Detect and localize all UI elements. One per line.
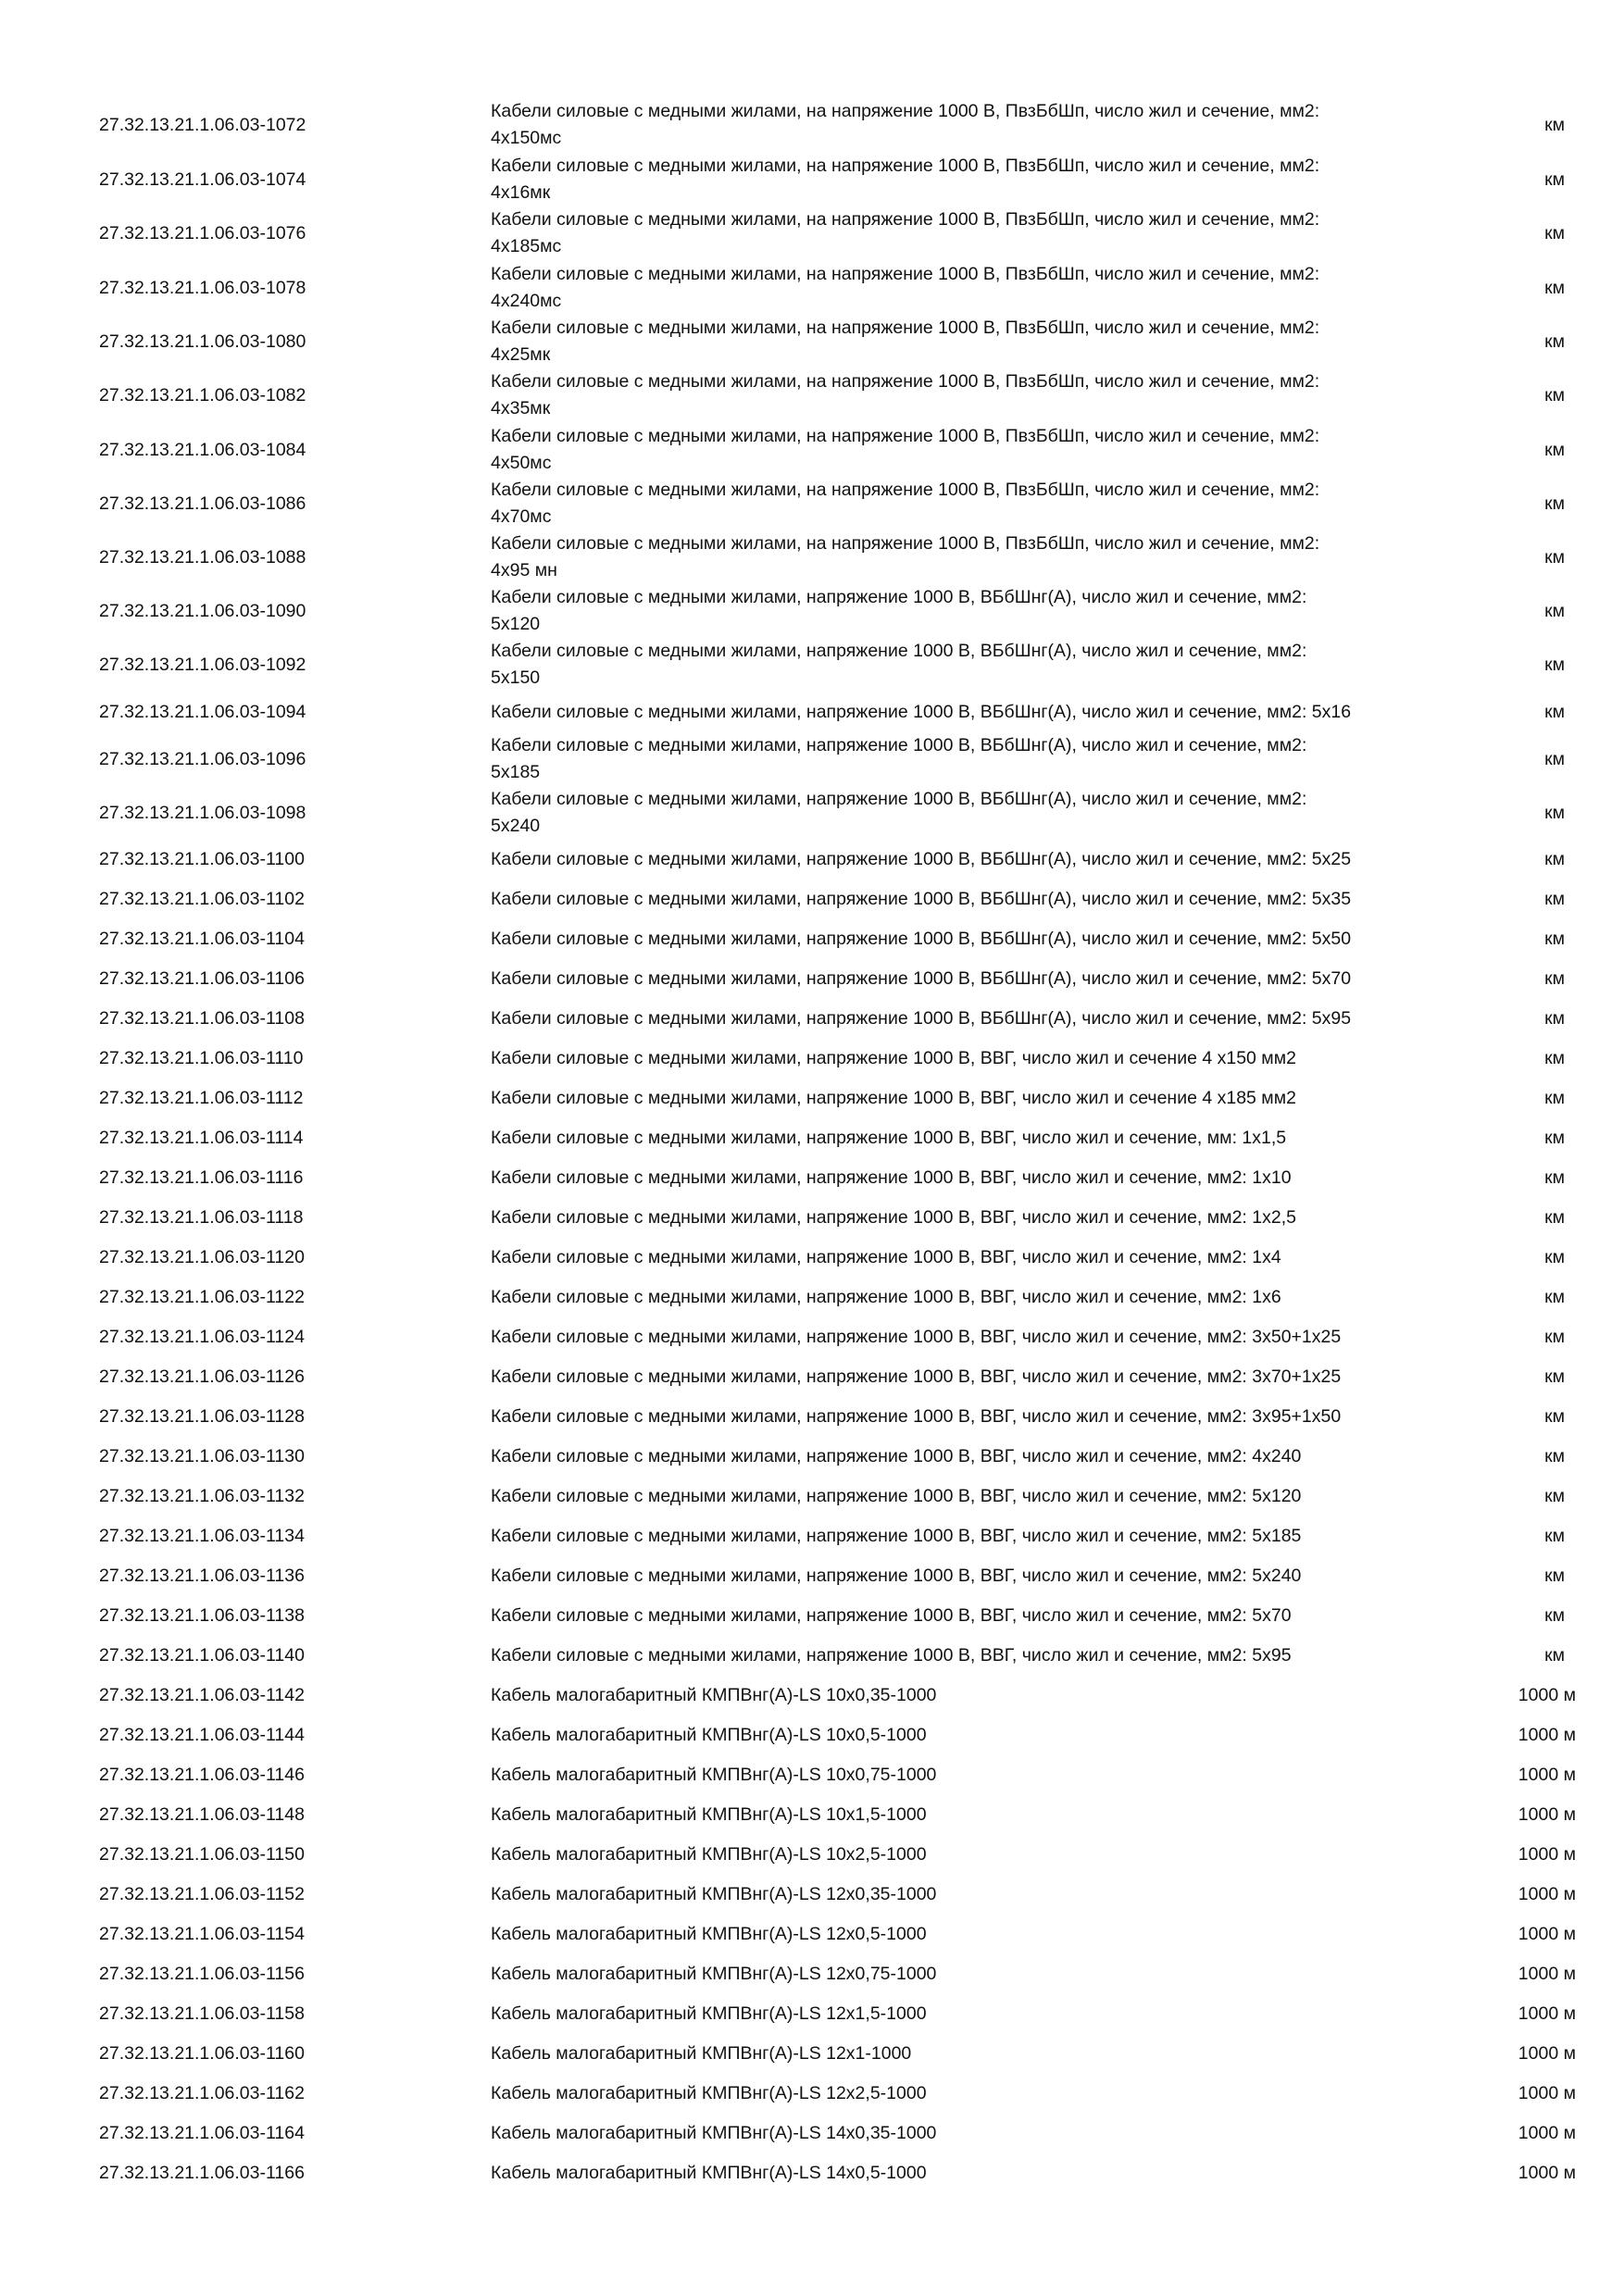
table-row [0, 584, 1624, 638]
row-name: Кабели силовые с медными жилами, напряжение 1000 В, ВВГ, число жил и сечение, мм2: 5х240 [491, 1565, 1302, 1586]
row-unit: км [1544, 1047, 1565, 1068]
table-row [0, 699, 1624, 726]
table-row [0, 206, 1624, 260]
row-code: 27.32.13.21.1.06.03-1110 [99, 1047, 304, 1068]
row-code: 27.32.13.21.1.06.03-1114 [99, 1127, 304, 1148]
table-row [0, 926, 1624, 953]
row-unit: 1000 м [1518, 1764, 1576, 1785]
row-unit: км [1544, 1525, 1565, 1546]
row-name: Кабели силовые с медными жилами, напряжение 1000 В, ВВГ, число жил и сечение, мм2: 5х185 [491, 1525, 1302, 1546]
row-name: Кабели силовые с медными жилами, на напряжение 1000 В, ПвзБбШп, число жил и сечение, мм2: 4х25мк [491, 318, 1320, 365]
row-code: 27.32.13.21.1.06.03-1090 [99, 600, 306, 621]
row-name: Кабель малогабаритный КМПВнг(А)-LS 12х0,5-1000 [491, 1923, 927, 1944]
row-unit: км [1544, 384, 1565, 406]
row-name: Кабели силовые с медными жилами, напряжение 1000 В, ВВГ, число жил и сечение 4 х185 мм2 [491, 1087, 1296, 1108]
row-name: Кабели силовые с медными жилами, напряжение 1000 В, ВВГ, число жил и сечение, мм2: 4х240 [491, 1445, 1302, 1466]
row-code: 27.32.13.21.1.06.03-1138 [99, 1604, 305, 1626]
row-name: Кабели силовые с медными жилами, напряжение 1000 В, ВБбШнг(А), число жил и сечение, мм2: 5х240 [491, 789, 1307, 836]
row-name: Кабели силовые с медными жилами, напряжение 1000 В, ВБбШнг(А), число жил и сечение, мм2: 5х16 [491, 701, 1352, 722]
row-code: 27.32.13.21.1.06.03-1164 [99, 2122, 305, 2143]
table-row [0, 1841, 1624, 1868]
row-name: Кабели силовые с медными жилами, на напряжение 1000 В, ПвзБбШп, число жил и сечение, мм2: 4х50мс [491, 426, 1320, 473]
row-unit: км [1544, 600, 1565, 621]
row-code: 27.32.13.21.1.06.03-1102 [99, 888, 305, 909]
row-unit: 1000 м [1518, 2082, 1576, 2103]
row-name: Кабель малогабаритный КМПВнг(А)-LS 10х0,75-1000 [491, 1764, 937, 1785]
row-unit: км [1544, 493, 1565, 514]
table-row [0, 1165, 1624, 1192]
row-unit: км [1544, 114, 1565, 135]
table-row [0, 2160, 1624, 2187]
row-name: Кабель малогабаритный КМПВнг(А)-LS 12х0,35-1000 [491, 1883, 937, 1904]
table-row [0, 1523, 1624, 1550]
row-unit: км [1544, 848, 1565, 869]
table-row [0, 786, 1624, 840]
row-unit: 1000 м [1518, 1923, 1576, 1944]
row-code: 27.32.13.21.1.06.03-1128 [99, 1405, 305, 1427]
table-row [0, 1722, 1624, 1749]
row-unit: км [1544, 168, 1565, 190]
row-code: 27.32.13.21.1.06.03-1136 [99, 1565, 305, 1586]
table-row [0, 1921, 1624, 1948]
row-code: 27.32.13.21.1.06.03-1158 [99, 2003, 305, 2024]
row-code: 27.32.13.21.1.06.03-1078 [99, 277, 306, 298]
row-code: 27.32.13.21.1.06.03-1150 [99, 1843, 305, 1865]
table-row [0, 2001, 1624, 2028]
table-row [0, 1045, 1624, 1072]
table-row [0, 1961, 1624, 1988]
row-name: Кабели силовые с медными жилами, напряжение 1000 В, ВБбШнг(А), число жил и сечение, мм2: 5х120 [491, 587, 1307, 634]
row-unit: км [1544, 1007, 1565, 1029]
row-unit: км [1544, 1405, 1565, 1427]
row-name: Кабель малогабаритный КМПВнг(А)-LS 12х2,5-1000 [491, 2082, 927, 2103]
table-row [0, 477, 1624, 530]
row-code: 27.32.13.21.1.06.03-1132 [99, 1485, 305, 1506]
row-unit: км [1544, 1604, 1565, 1626]
table-row [0, 1244, 1624, 1271]
row-code: 27.32.13.21.1.06.03-1104 [99, 928, 305, 949]
row-unit: км [1544, 654, 1565, 675]
row-unit: 1000 м [1518, 2042, 1576, 2064]
table-row [0, 1603, 1624, 1629]
row-code: 27.32.13.21.1.06.03-1098 [99, 802, 306, 823]
row-name: Кабели силовые с медными жилами, напряжение 1000 В, ВВГ, число жил и сечение, мм2: 1х2,5 [491, 1206, 1296, 1228]
table-row [0, 638, 1624, 692]
table-row [0, 886, 1624, 913]
row-name: Кабель малогабаритный КМПВнг(А)-LS 10х0,35-1000 [491, 1684, 937, 1705]
table-row [0, 1802, 1624, 1828]
row-name: Кабель малогабаритный КМПВнг(А)-LS 12х0,75-1000 [491, 1963, 937, 1984]
row-code: 27.32.13.21.1.06.03-1086 [99, 493, 306, 514]
row-unit: км [1544, 1127, 1565, 1148]
table-row [0, 1682, 1624, 1709]
row-unit: 1000 м [1518, 1843, 1576, 1865]
row-code: 27.32.13.21.1.06.03-1072 [99, 114, 306, 135]
row-unit: км [1544, 1286, 1565, 1307]
table-row [0, 966, 1624, 992]
table-row [0, 1364, 1624, 1391]
row-code: 27.32.13.21.1.06.03-1142 [99, 1684, 305, 1705]
row-name: Кабели силовые с медными жилами, напряжение 1000 В, ВВГ, число жил и сечение, мм2: 5х120 [491, 1485, 1302, 1506]
row-name: Кабели силовые с медными жилами, напряжение 1000 В, ВВГ, число жил и сечение, мм: 1х1,5 [491, 1127, 1287, 1148]
row-code: 27.32.13.21.1.06.03-1134 [99, 1525, 305, 1546]
row-code: 27.32.13.21.1.06.03-1088 [99, 546, 306, 568]
row-name: Кабели силовые с медными жилами, на напряжение 1000 В, ПвзБбШп, число жил и сечение, мм2: 4х185мс [491, 209, 1320, 256]
table-row [0, 1642, 1624, 1669]
table-row [0, 2040, 1624, 2067]
row-unit: 1000 м [1518, 1684, 1576, 1705]
row-unit: 1000 м [1518, 1803, 1576, 1825]
row-code: 27.32.13.21.1.06.03-1154 [99, 1923, 305, 1944]
row-name: Кабели силовые с медными жилами, напряжение 1000 В, ВБбШнг(А), число жил и сечение, мм2: 5х35 [491, 888, 1352, 909]
table-row [0, 1443, 1624, 1470]
row-code: 27.32.13.21.1.06.03-1148 [99, 1803, 305, 1825]
table-row [0, 1404, 1624, 1430]
row-code: 27.32.13.21.1.06.03-1166 [99, 2162, 305, 2183]
table-row [0, 1284, 1624, 1311]
row-unit: км [1544, 928, 1565, 949]
row-name: Кабели силовые с медными жилами, на напряжение 1000 В, ПвзБбШп, число жил и сечение, мм2: 4х95 мн [491, 533, 1320, 580]
row-name: Кабели силовые с медными жилами, на напряжение 1000 В, ПвзБбШп, число жил и сечение, мм2: 4х240мс [491, 264, 1320, 311]
row-name: Кабель малогабаритный КМПВнг(А)-LS 10х0,5-1000 [491, 1724, 927, 1745]
row-code: 27.32.13.21.1.06.03-1120 [99, 1246, 305, 1267]
row-code: 27.32.13.21.1.06.03-1074 [99, 168, 306, 190]
row-unit: км [1544, 1565, 1565, 1586]
row-name: Кабели силовые с медными жилами, напряжение 1000 В, ВВГ, число жил и сечение, мм2: 1х10 [491, 1167, 1292, 1188]
table-row [0, 1881, 1624, 1908]
table-row [0, 153, 1624, 206]
row-code: 27.32.13.21.1.06.03-1144 [99, 1724, 305, 1745]
row-name: Кабели силовые с медными жилами, напряжение 1000 В, ВВГ, число жил и сечение, мм2: 3х50+1х25 [491, 1326, 1342, 1347]
row-code: 27.32.13.21.1.06.03-1084 [99, 439, 306, 460]
row-name: Кабель малогабаритный КМПВнг(А)-LS 12х1-1000 [491, 2042, 912, 2064]
row-code: 27.32.13.21.1.06.03-1112 [99, 1087, 304, 1108]
row-code: 27.32.13.21.1.06.03-1094 [99, 701, 306, 722]
row-unit: км [1544, 546, 1565, 568]
table-row [0, 732, 1624, 786]
row-name: Кабели силовые с медными жилами, на напряжение 1000 В, ПвзБбШп, число жил и сечение, мм2: 4х150мс [491, 101, 1320, 148]
table-row [0, 261, 1624, 315]
row-code: 27.32.13.21.1.06.03-1116 [99, 1167, 304, 1188]
row-code: 27.32.13.21.1.06.03-1156 [99, 1963, 305, 1984]
row-name: Кабели силовые с медными жилами, на напряжение 1000 В, ПвзБбШп, число жил и сечение, мм2: 4х70мс [491, 480, 1320, 527]
row-unit: км [1544, 967, 1565, 989]
row-code: 27.32.13.21.1.06.03-1080 [99, 331, 306, 352]
row-name: Кабели силовые с медными жилами, напряжение 1000 В, ВБбШнг(А), число жил и сечение, мм2: 5х70 [491, 967, 1352, 989]
table-row [0, 368, 1624, 422]
table-row [0, 1324, 1624, 1351]
table-row [0, 2120, 1624, 2147]
row-code: 27.32.13.21.1.06.03-1106 [99, 967, 305, 989]
row-unit: км [1544, 1087, 1565, 1108]
table-row [0, 530, 1624, 584]
row-unit: 1000 м [1518, 1963, 1576, 1984]
table-row [0, 1483, 1624, 1510]
row-name: Кабели силовые с медными жилами, напряжение 1000 В, ВБбШнг(А), число жил и сечение, мм2: 5х150 [491, 641, 1307, 688]
row-unit: км [1544, 748, 1565, 769]
row-name: Кабель малогабаритный КМПВнг(А)-LS 12х1,5-1000 [491, 2003, 927, 2024]
row-unit: км [1544, 1644, 1565, 1666]
row-code: 27.32.13.21.1.06.03-1124 [99, 1326, 305, 1347]
row-unit: км [1544, 331, 1565, 352]
row-name: Кабели силовые с медными жилами, на напряжение 1000 В, ПвзБбШп, число жил и сечение, мм2: 4х35мк [491, 371, 1320, 418]
table-row [0, 1563, 1624, 1590]
row-code: 27.32.13.21.1.06.03-1152 [99, 1883, 305, 1904]
table-row [0, 1204, 1624, 1231]
row-name: Кабели силовые с медными жилами, на напряжение 1000 В, ПвзБбШп, число жил и сечение, мм2: 4х16мк [491, 156, 1320, 203]
table-row [0, 98, 1624, 152]
row-name: Кабели силовые с медными жилами, напряжение 1000 В, ВБбШнг(А), число жил и сечение, мм2: 5х95 [491, 1007, 1352, 1029]
row-code: 27.32.13.21.1.06.03-1108 [99, 1007, 305, 1029]
row-unit: км [1544, 802, 1565, 823]
row-unit: км [1544, 1445, 1565, 1466]
row-name: Кабели силовые с медными жилами, напряжение 1000 В, ВБбШнг(А), число жил и сечение, мм2: 5х50 [491, 928, 1352, 949]
row-code: 27.32.13.21.1.06.03-1118 [99, 1206, 304, 1228]
row-code: 27.32.13.21.1.06.03-1140 [99, 1644, 305, 1666]
row-name: Кабели силовые с медными жилами, напряжение 1000 В, ВВГ, число жил и сечение, мм2: 5х95 [491, 1644, 1292, 1666]
row-unit: 1000 м [1518, 1883, 1576, 1904]
row-code: 27.32.13.21.1.06.03-1076 [99, 222, 306, 243]
row-unit: км [1544, 888, 1565, 909]
row-code: 27.32.13.21.1.06.03-1146 [99, 1764, 305, 1785]
table-row [0, 423, 1624, 477]
row-name: Кабели силовые с медными жилами, напряжение 1000 В, ВВГ, число жил и сечение, мм2: 5х70 [491, 1604, 1292, 1626]
table-row [0, 1762, 1624, 1789]
row-name: Кабели силовые с медными жилами, напряжение 1000 В, ВВГ, число жил и сечение, мм2: 3х70+1х25 [491, 1366, 1342, 1387]
row-unit: км [1544, 1366, 1565, 1387]
row-name: Кабели силовые с медными жилами, напряжение 1000 В, ВВГ, число жил и сечение, мм2: 1х4 [491, 1246, 1281, 1267]
row-code: 27.32.13.21.1.06.03-1126 [99, 1366, 305, 1387]
row-code: 27.32.13.21.1.06.03-1082 [99, 384, 306, 406]
row-code: 27.32.13.21.1.06.03-1096 [99, 748, 306, 769]
row-unit: км [1544, 1206, 1565, 1228]
table-row [0, 2080, 1624, 2107]
row-unit: км [1544, 277, 1565, 298]
row-unit: км [1544, 1485, 1565, 1506]
row-unit: км [1544, 222, 1565, 243]
table-row [0, 846, 1624, 873]
row-name: Кабели силовые с медными жилами, напряжение 1000 В, ВВГ, число жил и сечение, мм2: 1х6 [491, 1286, 1281, 1307]
row-unit: 1000 м [1518, 2003, 1576, 2024]
row-name: Кабель малогабаритный КМПВнг(А)-LS 14х0,5-1000 [491, 2162, 927, 2183]
table-row [0, 315, 1624, 368]
row-name: Кабели силовые с медными жилами, напряжение 1000 В, ВВГ, число жил и сечение, мм2: 3х95+1х50 [491, 1405, 1342, 1427]
row-name: Кабели силовые с медными жилами, напряжение 1000 В, ВБбШнг(А), число жил и сечение, мм2: 5х185 [491, 735, 1307, 782]
row-code: 27.32.13.21.1.06.03-1100 [99, 848, 305, 869]
row-code: 27.32.13.21.1.06.03-1162 [99, 2082, 305, 2103]
row-unit: км [1544, 701, 1565, 722]
row-unit: км [1544, 439, 1565, 460]
table-row [0, 1125, 1624, 1152]
row-code: 27.32.13.21.1.06.03-1122 [99, 1286, 305, 1307]
row-unit: 1000 м [1518, 2162, 1576, 2183]
row-unit: 1000 м [1518, 1724, 1576, 1745]
row-code: 27.32.13.21.1.06.03-1130 [99, 1445, 305, 1466]
row-code: 27.32.13.21.1.06.03-1160 [99, 2042, 305, 2064]
row-unit: км [1544, 1167, 1565, 1188]
row-name: Кабели силовые с медными жилами, напряжение 1000 В, ВБбШнг(А), число жил и сечение, мм2: 5х25 [491, 848, 1352, 869]
row-name: Кабель малогабаритный КМПВнг(А)-LS 10х1,5-1000 [491, 1803, 927, 1825]
table-row [0, 1085, 1624, 1112]
row-unit: км [1544, 1326, 1565, 1347]
row-name: Кабель малогабаритный КМПВнг(А)-LS 10х2,5-1000 [491, 1843, 927, 1865]
row-unit: км [1544, 1246, 1565, 1267]
row-name: Кабель малогабаритный КМПВнг(А)-LS 14х0,35-1000 [491, 2122, 937, 2143]
table-row [0, 1005, 1624, 1032]
row-name: Кабели силовые с медными жилами, напряжение 1000 В, ВВГ, число жил и сечение 4 х150 мм2 [491, 1047, 1296, 1068]
row-unit: 1000 м [1518, 2122, 1576, 2143]
row-code: 27.32.13.21.1.06.03-1092 [99, 654, 306, 675]
